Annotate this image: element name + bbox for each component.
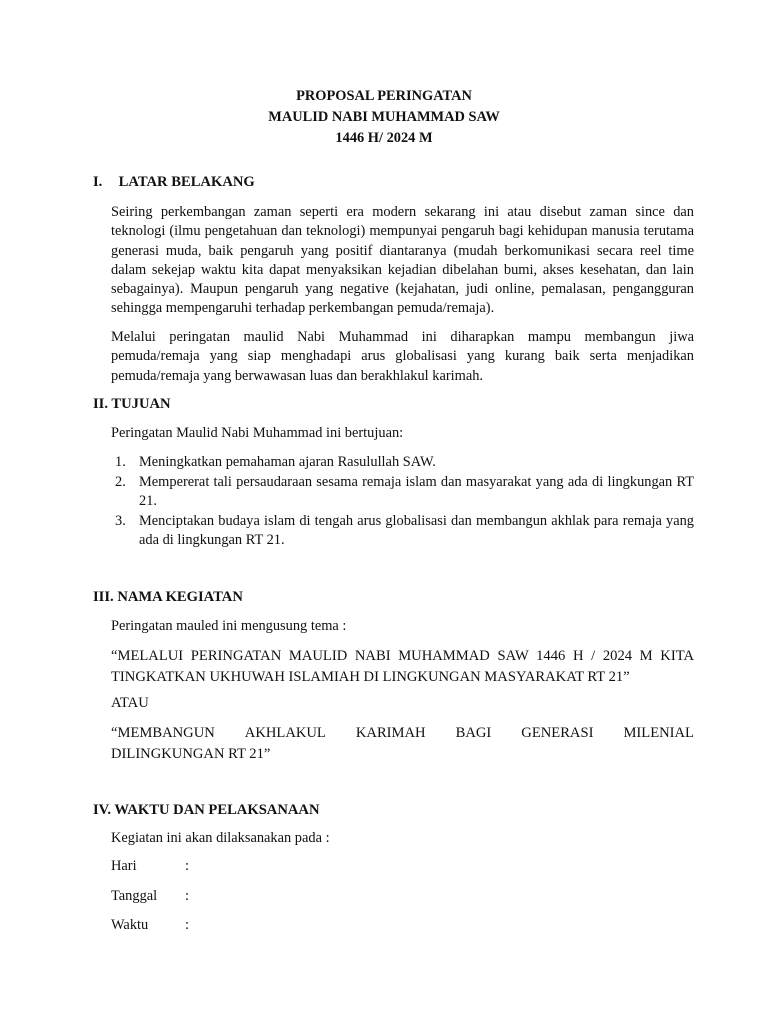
theme-word: MILENIAL xyxy=(623,725,694,741)
title-line-3: 1446 H/ 2024 M xyxy=(335,130,433,146)
theme-word: AKHLAKUL xyxy=(244,725,326,741)
field-label-hari: Hari xyxy=(111,858,137,874)
section-heading-waktu-pelaksanaan: IV. WAKTU DAN PELAKSANAAN xyxy=(93,802,320,818)
list-item xyxy=(111,512,694,551)
list-item-text: Menciptakan budaya islam di tengah arus globalisasi dan membangun akhlak para remaja yang ada di lingkungan RT 21. xyxy=(139,512,694,548)
theme-or-text: ATAU xyxy=(111,695,149,711)
tujuan-list xyxy=(111,453,694,551)
field-colon: : xyxy=(185,917,189,933)
latar-belakang-paragraph-1: Seiring perkembangan zaman seperti era modern sekarang ini atau disebut zaman since dan teknologi (ilmu pengetahuan dan teknologi) mempunyai pengaruh bagi kehidupan manusia terutama generasi muda, baik pengaruh yang positif diantaranya (mudah berkomunikasi secara reel time dalam sekejap waktu kita dapat menyaksikan kejadian dibelahan bumi, akses kesehatan, dan lain sebagainya). Maupun pengaruh yang negative (kejahatan, judi online, pemalasan, pengangguran sehingga mempengaruhi terhadap perkembangan pemuda/remaja). xyxy=(111,204,694,317)
nama-kegiatan-intro: Peringatan mauled ini mengusung tema : xyxy=(111,618,347,634)
section-number: I. xyxy=(93,174,103,190)
theme-option-2 xyxy=(111,723,694,764)
theme-option-2-line-2: DILINGKUNGAN RT 21” xyxy=(111,745,271,762)
title-line-1: PROPOSAL PERINGATAN xyxy=(296,88,472,104)
field-colon: : xyxy=(185,888,189,904)
list-item-text: Mempererat tali persaudaraan sesama remaja islam dan masyarakat yang ada di lingkungan RT 21. xyxy=(139,473,694,509)
section-heading-latar-belakang xyxy=(93,174,255,191)
theme-option-1: “MELALUI PERINGATAN MAULID NABI MUHAMMAD SAW 1446 H / 2024 M KITA TINGKATKAN UKHUWAH ISLAMIAH DI LINGKUNGAN MASYARAKAT RT 21” xyxy=(111,648,694,685)
theme-word: GENERASI xyxy=(521,725,594,741)
latar-belakang-paragraph-2: Melalui peringatan maulid Nabi Muhammad ini diharapkan mampu membangun jiwa pemuda/remaja yang siap menghadapi arus globalisasi yang kurang baik serta menjadikan pemuda/remaja yang berwawasan luas dan berakhlakul karimah. xyxy=(111,329,694,384)
theme-option-2-line-1 xyxy=(111,723,694,744)
theme-word: BAGI xyxy=(455,725,492,741)
field-label-waktu: Waktu xyxy=(111,917,149,933)
section-heading-nama-kegiatan: III. NAMA KEGIATAN xyxy=(93,589,243,605)
list-item xyxy=(111,453,694,473)
waktu-intro: Kegiatan ini akan dilaksanakan pada : xyxy=(111,830,330,846)
list-item xyxy=(111,473,694,512)
list-item-number: 2. xyxy=(115,473,126,490)
title-line-2: MAULID NABI MUHAMMAD SAW xyxy=(268,109,500,125)
theme-word: KARIMAH xyxy=(355,725,426,741)
list-item-text: Meningkatkan pemahaman ajaran Rasulullah SAW. xyxy=(139,454,436,470)
field-label-tanggal: Tanggal xyxy=(111,888,158,904)
list-item-number: 1. xyxy=(115,454,126,470)
field-colon: : xyxy=(185,858,189,874)
document-title xyxy=(0,86,768,149)
list-item-number: 3. xyxy=(115,512,126,529)
theme-word: “MEMBANGUN xyxy=(111,725,215,741)
tujuan-intro: Peringatan Maulid Nabi Muhammad ini bertujuan: xyxy=(111,425,404,441)
section-heading-tujuan: II. TUJUAN xyxy=(93,396,171,412)
section-title: LATAR BELAKANG xyxy=(118,174,255,190)
